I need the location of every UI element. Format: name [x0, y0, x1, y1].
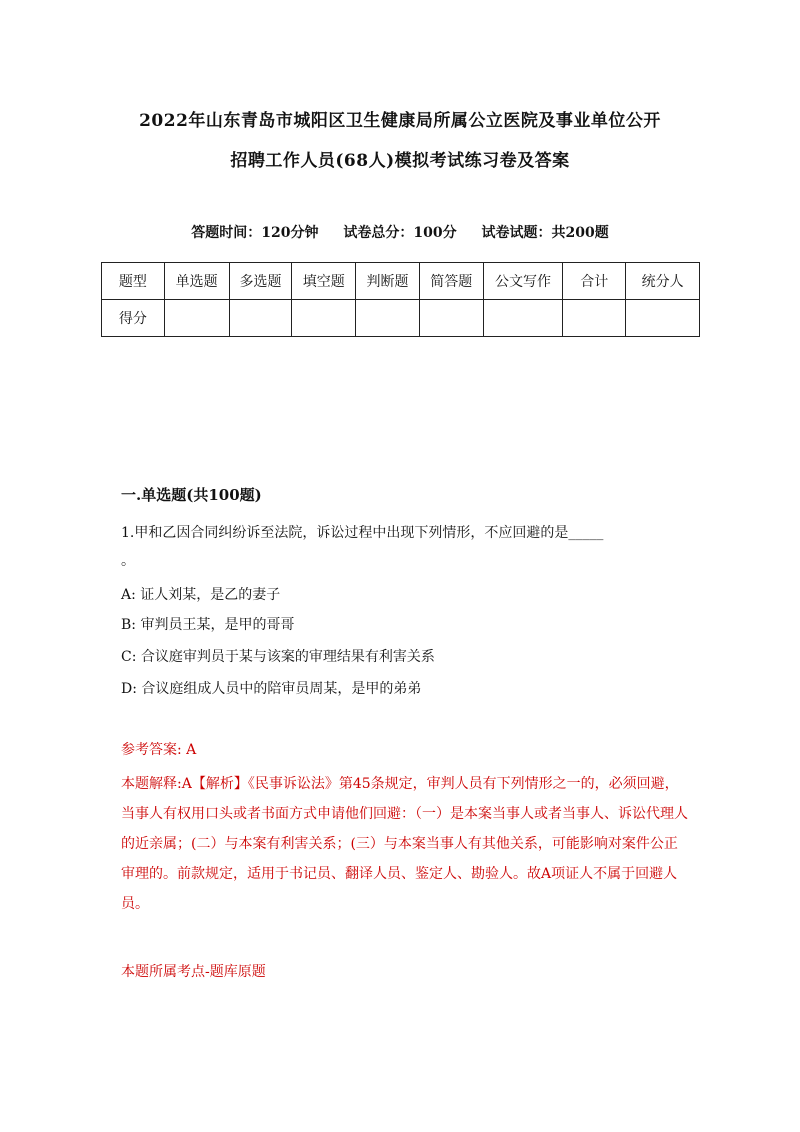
- score-cell: [483, 300, 563, 337]
- header-cell: 题型: [102, 263, 165, 300]
- header-cell: 统分人: [626, 263, 700, 300]
- score-table: [101, 262, 700, 337]
- exam-question-count: 试卷试题：共200题: [481, 225, 609, 241]
- score-cell: [626, 300, 700, 337]
- section-title: 一.单选题(共100题): [121, 486, 262, 504]
- reference-answer: 参考答案: A: [121, 742, 197, 758]
- header-cell: 公文写作: [483, 263, 563, 300]
- option-a: A: 证人刘某，是乙的妻子: [121, 587, 281, 603]
- score-table-score-row: [102, 300, 700, 337]
- header-cell: 填空题: [292, 263, 356, 300]
- exam-meta: [0, 222, 800, 242]
- option-b: B: 审判员王某，是甲的哥哥: [121, 617, 295, 633]
- exam-total-score: 试卷总分：100分: [343, 225, 457, 241]
- header-cell: 简答题: [419, 263, 483, 300]
- exam-time: 答题时间：120分钟: [191, 225, 319, 241]
- header-cell: 多选题: [229, 263, 292, 300]
- score-cell: [563, 300, 626, 337]
- score-cell: [229, 300, 292, 337]
- document-title-line1: 2022年山东青岛市城阳区卫生健康局所属公立医院及事业单位公开: [139, 111, 661, 131]
- option-c: C: 合议庭审判员于某与该案的审理结果有利害关系: [121, 649, 435, 665]
- header-cell: 判断题: [356, 263, 420, 300]
- header-cell: 单选题: [164, 263, 229, 300]
- question-stem-line1: 1.甲和乙因合同纠纷诉至法院，诉讼过程中出现下列情形，不应回避的是_____: [121, 525, 604, 541]
- question-stem-line2: 。: [121, 553, 135, 569]
- score-cell: [419, 300, 483, 337]
- score-cell: [292, 300, 356, 337]
- option-d: D: 合议庭组成人员中的陪审员周某，是甲的弟弟: [121, 681, 422, 697]
- row-label-cell: 得分: [102, 300, 165, 337]
- score-table-header-row: [102, 263, 700, 300]
- header-cell: 合计: [563, 263, 626, 300]
- document-title-line2: 招聘工作人员(68人)模拟考试练习卷及答案: [230, 151, 570, 171]
- question-topic: 本题所属考点-题库原题: [121, 964, 266, 980]
- answer-explanation: 本题解释:A【解析】《民事诉讼法》第45条规定，审判人员有下列情形之一的，必须回避，当事人有权用口头或者书面方式申请他们回避：（一）是本案当事人或者当事人、诉讼代理人的近亲属；(二）与本案有利害关系；(三）与本案当事人有其他关系，可能影响对案件公正审理的。前款规定，适用于书记员、翻译人员、鉴定人、勘验人。故A项证人不属于回避人员。: [121, 776, 688, 912]
- score-cell: [164, 300, 229, 337]
- score-cell: [356, 300, 420, 337]
